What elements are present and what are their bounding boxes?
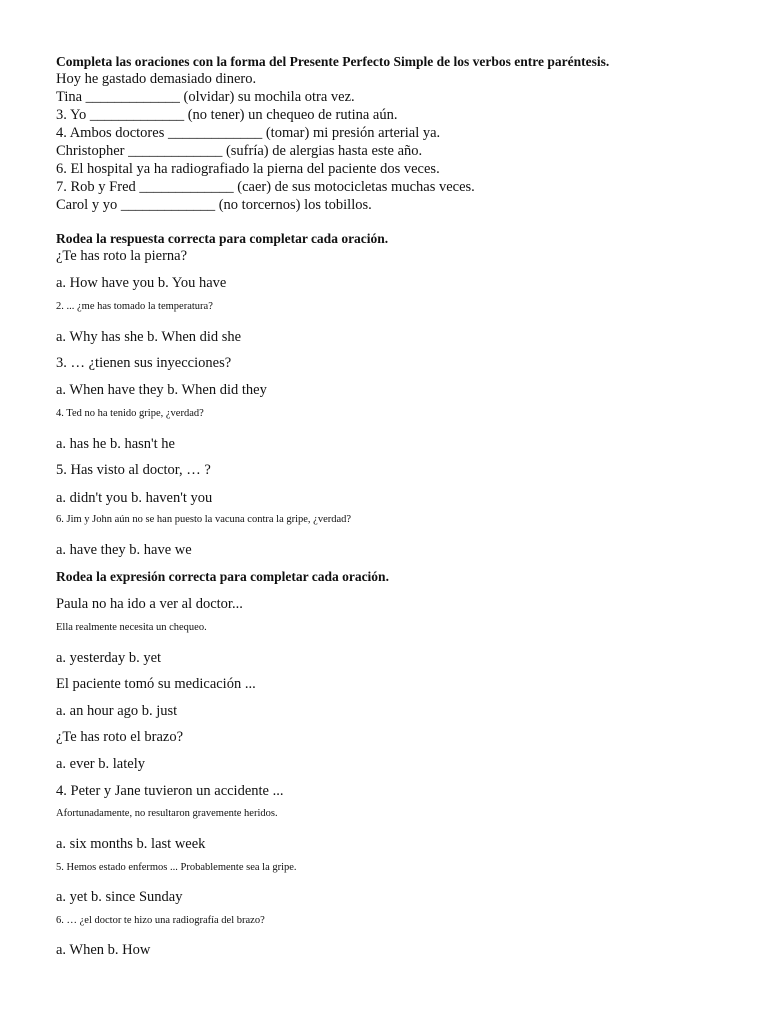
section1-line: Carol y yo _____________ (no torcernos) los tobillos. — [56, 197, 372, 213]
section2-options: a. Why has she b. When did she — [56, 329, 242, 345]
section2-question: ¿Te has roto la pierna? — [56, 248, 188, 264]
section3-options: a. When b. How — [56, 942, 151, 958]
section1-line: Hoy he gastado demasiado dinero. — [56, 71, 257, 87]
section3-question: 5. Hemos estado enfermos ... Probablemente sea la gripe. — [56, 862, 297, 873]
section3-options: a. ever b. lately — [56, 756, 145, 772]
section3-options: a. yet b. since Sunday — [56, 889, 183, 905]
section1-line: 7. Rob y Fred _____________ (caer) de sus motocicletas muchas veces. — [56, 179, 475, 195]
section2-heading: Rodea la respuesta correcta para completar cada oración. — [56, 231, 389, 246]
section3-question: El paciente tomó su medicación ... — [56, 676, 256, 692]
section2-options: a. didn't you b. haven't you — [56, 490, 213, 506]
section3-question: 6. … ¿el doctor te hizo una radiografía del brazo? — [56, 915, 265, 926]
section2-options: a. have they b. have we — [56, 542, 192, 558]
section1-line: 6. El hospital ya ha radiografiado la pierna del paciente dos veces. — [56, 161, 440, 177]
section1-line: 4. Ambos doctores _____________ (tomar) mi presión arterial ya. — [56, 125, 441, 141]
section2-question: 3. … ¿tienen sus inyecciones? — [56, 355, 232, 371]
section2-question: 5. Has visto al doctor, … ? — [56, 462, 211, 478]
section3-options: a. six months b. last week — [56, 836, 206, 852]
section1-line: Christopher _____________ (sufría) de alergias hasta este año. — [56, 143, 423, 159]
section3-subtext: Afortunadamente, no resultaron gravemente heridos. — [56, 808, 278, 819]
section1-line: 3. Yo _____________ (no tener) un chequeo de rutina aún. — [56, 107, 398, 123]
section3-subtext: Ella realmente necesita un chequeo. — [56, 622, 207, 633]
section1-heading: Completa las oraciones con la forma del Presente Perfecto Simple de los verbos entre paréntesis. — [56, 54, 610, 69]
section1-line: Tina _____________ (olvidar) su mochila otra vez. — [56, 89, 355, 105]
section2-question: 4. Ted no ha tenido gripe, ¿verdad? — [56, 408, 204, 419]
section2-question: 6. Jim y John aún no se han puesto la vacuna contra la gripe, ¿verdad? — [56, 514, 352, 525]
section3-question: Paula no ha ido a ver al doctor... — [56, 596, 243, 612]
section3-heading: Rodea la expresión correcta para completar cada oración. — [56, 569, 389, 584]
section2-options: a. has he b. hasn't he — [56, 436, 175, 452]
section2-question: 2. ... ¿me has tomado la temperatura? — [56, 301, 213, 312]
section3-question: 4. Peter y Jane tuvieron un accidente ... — [56, 783, 284, 799]
section3-options: a. an hour ago b. just — [56, 703, 178, 719]
section3-options: a. yesterday b. yet — [56, 650, 162, 666]
section3-question: ¿Te has roto el brazo? — [56, 729, 184, 745]
section2-options: a. How have you b. You have — [56, 275, 227, 291]
section2-options: a. When have they b. When did they — [56, 382, 267, 398]
